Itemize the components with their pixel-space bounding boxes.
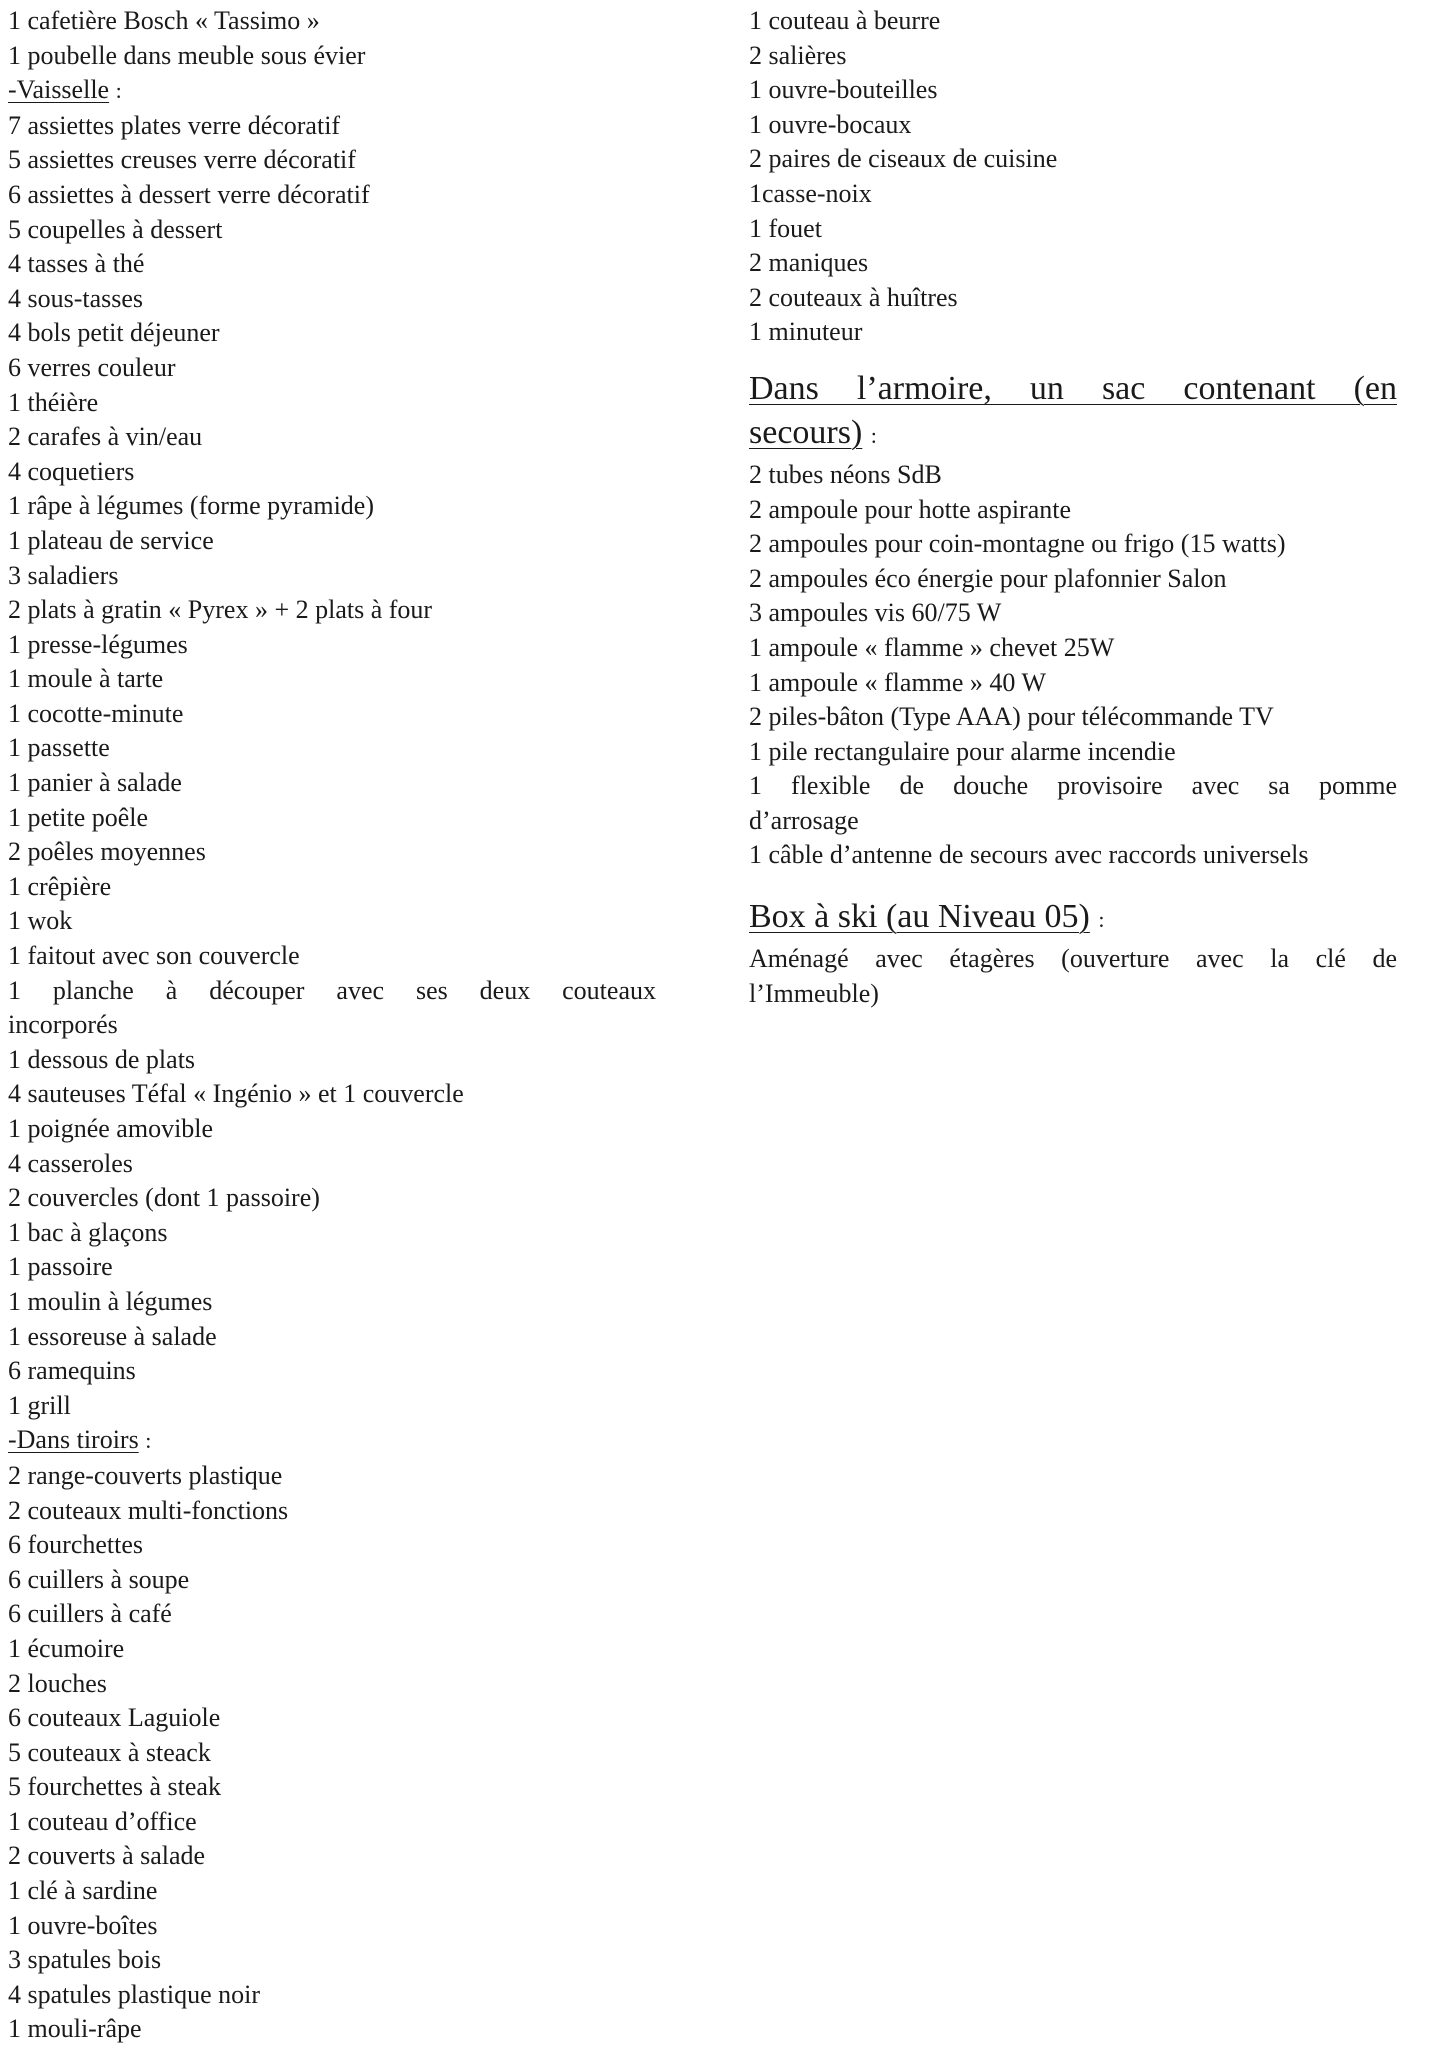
- list-item: 5 coupelles à dessert: [8, 214, 223, 244]
- list-item: 1 passette: [8, 733, 110, 763]
- list-item: 4 bols petit déjeuner: [8, 318, 220, 348]
- list-item: 5 couteaux à steack: [8, 1737, 211, 1767]
- right-column: [749, 4, 1397, 1011]
- armoire-list: [749, 458, 1397, 873]
- list-item: 3 saladiers: [8, 560, 119, 590]
- list-item: 1 petite poêle: [8, 802, 149, 832]
- list-item: 6 assiettes à dessert verre décoratif: [8, 179, 370, 209]
- section-heading-vaisselle: [8, 73, 656, 109]
- list-item: 1 bac à glaçons: [8, 1217, 168, 1247]
- list-item: 1 ouvre-bouteilles: [749, 75, 938, 105]
- list-item: 2 piles-bâton (Type AAA) pour télécommande TV: [749, 702, 1274, 732]
- list-item: 1 poubelle dans meuble sous évier: [8, 40, 366, 70]
- list-item: 1 clé à sardine: [8, 1876, 158, 1906]
- list-item: 1 ouvre-boîtes: [8, 1910, 158, 1940]
- list-item: 1 ampoule « flamme » chevet 25W: [749, 632, 1115, 662]
- list-item: 1 plateau de service: [8, 525, 214, 555]
- list-item: 2 plats à gratin « Pyrex » + 2 plats à four: [8, 595, 433, 625]
- list-item: 1 grill: [8, 1390, 71, 1420]
- list-item: 2 range-couverts plastique: [8, 1460, 283, 1490]
- list-item: 1 couteau d’office: [8, 1806, 197, 1836]
- list-item: 1 mouli-râpe: [8, 2014, 142, 2044]
- list-item: 3 spatules bois: [8, 1945, 162, 1975]
- list-item: 6 verres couleur: [8, 352, 176, 382]
- list-item: 2 paires de ciseaux de cuisine: [749, 144, 1058, 174]
- list-item: 6 fourchettes: [8, 1530, 144, 1560]
- spacer: [749, 873, 1397, 895]
- list-item: 6 cuillers à café: [8, 1599, 172, 1629]
- list-item: 2 couverts à salade: [8, 1841, 206, 1871]
- box-heading-text: Box à ski (au Niveau 05): [749, 898, 1090, 936]
- list-item: 2 carafes à vin/eau: [8, 422, 203, 452]
- armoire-heading-text-2: secours): [749, 413, 863, 451]
- list-item-flexible-line1: 1 flexible de douche provisoire avec sa pomme: [749, 771, 1397, 801]
- list-item: 1 moule à tarte: [8, 664, 164, 694]
- list-item: 2 couteaux multi-fonctions: [8, 1495, 289, 1525]
- list-item: 2 maniques: [749, 248, 869, 278]
- list-item: 4 spatules plastique noir: [8, 1979, 261, 2009]
- list-item: 5 fourchettes à steak: [8, 1772, 221, 1802]
- list-item: 3 ampoules vis 60/75 W: [749, 598, 1002, 628]
- heading-colon: :: [145, 1428, 152, 1454]
- box-description-line1: Aménagé avec étagères (ouverture avec la clé de: [749, 944, 1397, 974]
- spacer: [749, 350, 1397, 367]
- list-item: 1 passoire: [8, 1252, 113, 1282]
- list-item: 1 pile rectangulaire pour alarme incendie: [749, 736, 1176, 766]
- list-item-planche-line1: 1 planche à découper avec ses deux couteaux: [8, 975, 656, 1005]
- list-item: 2 ampoules pour coin-montagne ou frigo (15 watts): [749, 529, 1286, 559]
- list-item: 1 wok: [8, 906, 73, 936]
- list-item: 7 assiettes plates verre décoratif: [8, 110, 341, 140]
- list-item: 1 moulin à légumes: [8, 1286, 213, 1316]
- heading-colon: :: [1098, 907, 1105, 933]
- box-description-line2: l’Immeuble): [749, 978, 879, 1008]
- list-item: 2 salières: [749, 40, 847, 70]
- list-item: 1 presse-légumes: [8, 629, 188, 659]
- list-item: 2 ampoules éco énergie pour plafonnier Salon: [749, 563, 1227, 593]
- list-item: 1 minuteur: [749, 317, 863, 347]
- list-item: 5 assiettes creuses verre décoratif: [8, 145, 356, 175]
- list-item: 1 écumoire: [8, 1633, 125, 1663]
- list-item: 1 faitout avec son couvercle: [8, 941, 300, 971]
- tiroirs-list: [8, 1459, 656, 2047]
- list-item: 4 casseroles: [8, 1148, 133, 1178]
- tiroirs-list-continued: [749, 4, 1397, 350]
- armoire-heading-line2: [749, 411, 1397, 458]
- list-item: 2 louches: [8, 1668, 107, 1698]
- list-item: 1 théière: [8, 387, 99, 417]
- list-item: 2 ampoule pour hotte aspirante: [749, 494, 1072, 524]
- list-item: 2 poêles moyennes: [8, 837, 206, 867]
- vaisselle-list: [8, 109, 656, 1424]
- list-item: 6 cuillers à soupe: [8, 1564, 190, 1594]
- list-item: 6 couteaux Laguiole: [8, 1703, 221, 1733]
- list-item: 1 cafetière Bosch « Tassimo »: [8, 6, 320, 35]
- list-item: 1 ouvre-bocaux: [749, 109, 912, 139]
- left-column: [8, 4, 656, 2047]
- list-item: 1 panier à salade: [8, 768, 182, 798]
- list-item: 1 râpe à légumes (forme pyramide): [8, 491, 375, 521]
- list-item: 1 dessous de plats: [8, 1044, 196, 1074]
- list-item: 1 essoreuse à salade: [8, 1321, 217, 1351]
- list-item: 2 couteaux à huîtres: [749, 282, 958, 312]
- heading-colon: :: [870, 422, 877, 448]
- tiroirs-heading-text: -Dans tiroirs: [8, 1425, 139, 1455]
- heading-colon: :: [115, 78, 122, 104]
- list-item: 1 fouet: [749, 213, 822, 243]
- list-item: 1 ampoule « flamme » 40 W: [749, 667, 1047, 697]
- list-item: 1 crêpière: [8, 871, 112, 901]
- armoire-heading-text: Dans l’armoire, un sac contenant (en: [749, 369, 1397, 407]
- list-item: 4 sous-tasses: [8, 283, 144, 313]
- list-item-flexible-line2: d’arrosage: [749, 805, 859, 835]
- section-heading-tiroirs: [8, 1423, 656, 1459]
- list-item: 2 tubes néons SdB: [749, 459, 942, 489]
- list-item-cable: 1 câble d’antenne de secours avec raccords universels: [749, 840, 1309, 870]
- list-item: 4 tasses à thé: [8, 249, 145, 279]
- list-item: 4 sauteuses Téfal « Ingénio » et 1 couvercle: [8, 1079, 464, 1109]
- list-item: 1 poignée amovible: [8, 1114, 214, 1143]
- list-item: 2 couvercles (dont 1 passoire): [8, 1183, 320, 1213]
- list-item: 1 cocotte-minute: [8, 698, 184, 728]
- list-item-planche-line2: incorporés: [8, 1010, 118, 1040]
- vaisselle-heading-text: -Vaisselle: [8, 75, 110, 105]
- list-item: 6 ramequins: [8, 1356, 136, 1386]
- list-item: 4 coquetiers: [8, 456, 135, 486]
- box-heading: [749, 895, 1397, 942]
- armoire-heading-line1: [749, 367, 1397, 411]
- list-item: 1 couteau à beurre: [749, 6, 941, 35]
- list-item: 1casse-noix: [749, 178, 872, 208]
